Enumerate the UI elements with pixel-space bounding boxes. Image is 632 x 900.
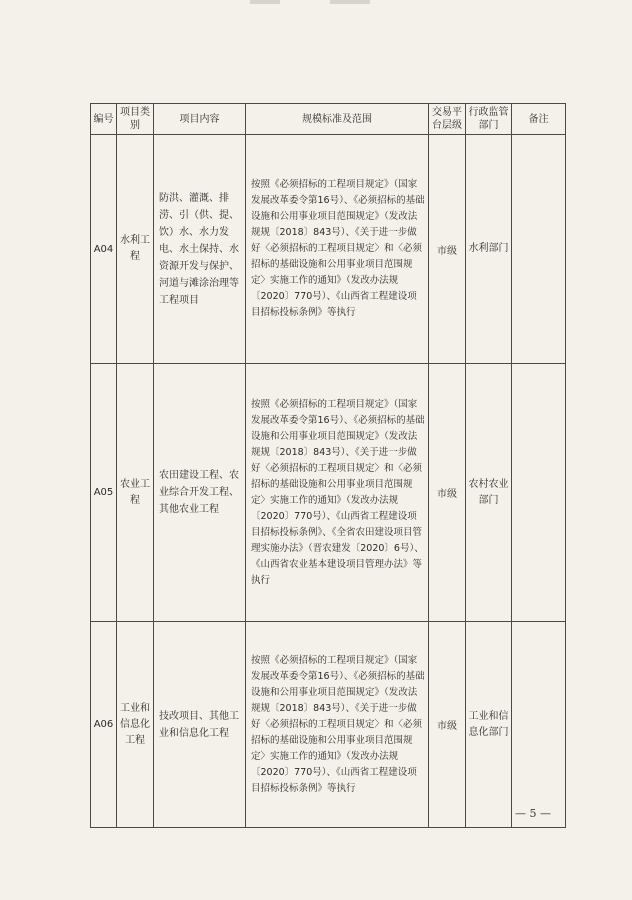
row-standard: 按照《必须招标的工程项目规定》（国家发展改革委令第16号）、《必须招标的基础设施和公用事业项目范围规定》（发改法规规〔2018〕843号）、《关于进一步做好〈必须招标的工程项目规定〉和〈必须招标的基础设施和公用事业项目范围规定〉实施工作的通知》（发改办法规〔2020〕770号）、《山西省工程建设项目招标投标条例》、《全省农田建设项目管理实施办法》（晋农建发〔2020〕6号）、《山西省农业基本建设项目管理办法》等执行 bbox=[246, 364, 429, 622]
row-note bbox=[512, 135, 566, 364]
row-num: A05 bbox=[91, 364, 117, 622]
row-num: A04 bbox=[91, 135, 117, 364]
page-number: — 5 — bbox=[515, 807, 551, 820]
row-num: A06 bbox=[91, 622, 117, 828]
row-standard: 按照《必须招标的工程项目规定》（国家发展改革委令第16号）、《必须招标的基础设施和公用事业项目范围规定》（发改法规规〔2018〕843号）、《关于进一步做好〈必须招标的工程项目规定〉和〈必须招标的基础设施和公用事业项目范围规定〉实施工作的通知》（发改办法规〔2020〕770号）、《山西省工程建设项目招标投标条例》等执行 bbox=[246, 622, 429, 828]
row-standard: 按照《必须招标的工程项目规定》（国家发展改革委令第16号）、《必须招标的基础设施和公用事业项目范围规定》（发改法规规〔2018〕843号）、《关于进一步做好〈必须招标的工程项目规定〉和〈必须招标的基础设施和公用事业项目范围规定〉实施工作的通知》（发改办法规〔2020〕770号）、《山西省工程建设项目招标投标条例》等执行 bbox=[246, 135, 429, 364]
row-dept: 水利部门 bbox=[466, 135, 512, 364]
header-category: 项目类别 bbox=[117, 104, 154, 135]
row-dept: 农村农业部门 bbox=[466, 364, 512, 622]
row-category: 水利工程 bbox=[117, 135, 154, 364]
header-level: 交易平台层级 bbox=[429, 104, 466, 135]
header-row bbox=[91, 104, 566, 135]
header-num: 编号 bbox=[91, 104, 117, 135]
project-table bbox=[90, 103, 566, 828]
table-row bbox=[91, 364, 566, 622]
row-content: 技改项目、其他工业和信息化工程 bbox=[154, 622, 246, 828]
table-row bbox=[91, 135, 566, 364]
header-dept: 行政监管部门 bbox=[466, 104, 512, 135]
row-note bbox=[512, 364, 566, 622]
row-dept: 工业和信息化部门 bbox=[466, 622, 512, 828]
header-note: 备注 bbox=[512, 104, 566, 135]
row-content: 防洪、灌溉、排涝、引（供、提、饮）水、水力发电、水土保持、水资源开发与保护、河道与滩涂治理等工程项目 bbox=[154, 135, 246, 364]
scan-artifact bbox=[240, 0, 390, 8]
row-content: 农田建设工程、农业综合开发工程、其他农业工程 bbox=[154, 364, 246, 622]
header-standard: 规模标准及范围 bbox=[246, 104, 429, 135]
table-row bbox=[91, 622, 566, 828]
header-content: 项目内容 bbox=[154, 104, 246, 135]
row-category: 农业工程 bbox=[117, 364, 154, 622]
row-level: 市级 bbox=[429, 622, 466, 828]
row-level: 市级 bbox=[429, 364, 466, 622]
row-category: 工业和信息化工程 bbox=[117, 622, 154, 828]
row-note bbox=[512, 622, 566, 828]
row-level: 市级 bbox=[429, 135, 466, 364]
